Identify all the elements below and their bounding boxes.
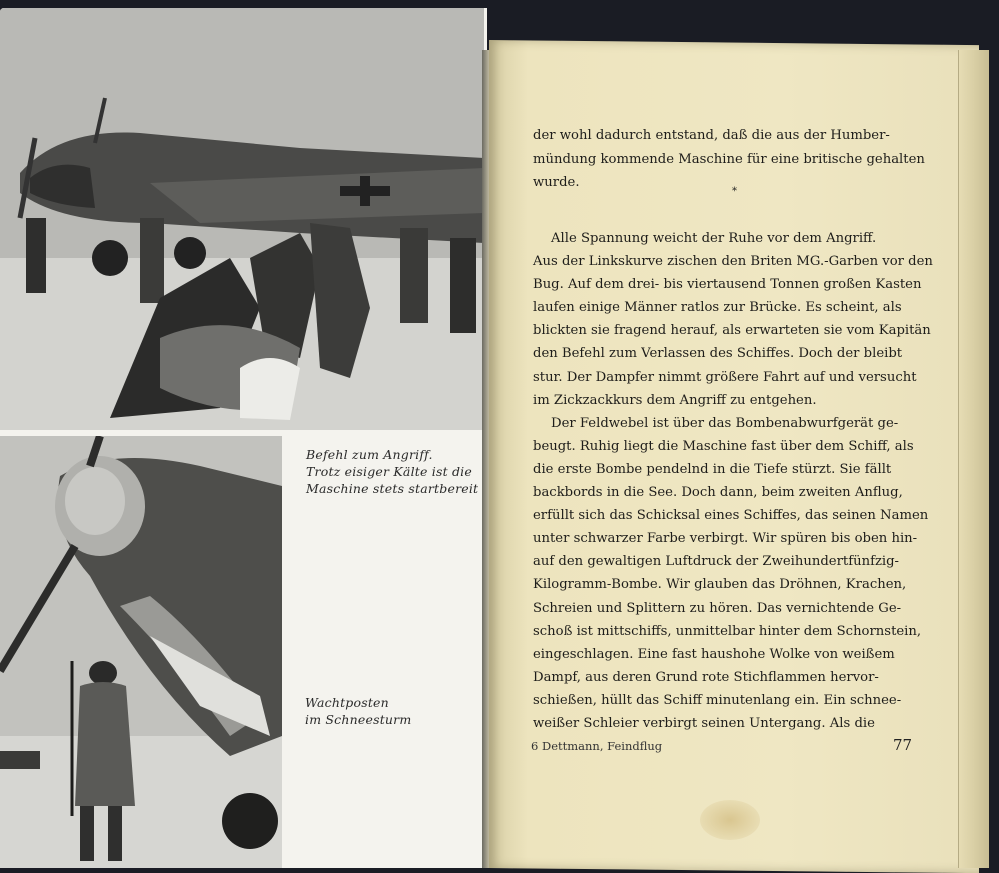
text-line: Der Feldwebel ist über das Bombenabwurfgerät ge- — [551, 415, 899, 431]
page-number: 77 — [893, 736, 913, 754]
page-edge — [958, 50, 989, 868]
text-paragraph-continued — [533, 124, 925, 195]
page-footer-title: 6 Dettmann, Feindflug — [531, 739, 663, 753]
text-line: den Befehl zum Verlassen des Schiffes. Doch der bleibt — [533, 346, 903, 362]
text-line: beugt. Ruhig liegt die Maschine fast über dem Schiff, als — [533, 438, 914, 454]
text-body — [533, 227, 933, 735]
left-page — [0, 8, 487, 868]
caption-line: im Schneesturm — [305, 712, 412, 727]
text-line: schießen, hüllt das Schiff minutenlang ein. Ein schnee- — [533, 692, 902, 708]
caption-line: Wachtposten — [305, 695, 389, 710]
text-line: mündung kommende Maschine für eine britische gehalten — [533, 151, 925, 167]
text-line: schoß ist mittschiffs, unmittelbar hinter dem Schornstein, — [533, 623, 922, 639]
paper-stain — [700, 800, 760, 840]
text-line: blickten sie fragend herauf, als erwarteten sie vom Kapitän — [533, 323, 931, 339]
text-line: unter schwarzer Farbe verbirgt. Wir spüren bis oben hin- — [533, 531, 918, 547]
section-divider: * — [732, 186, 737, 197]
text-line: erfüllt sich das Schicksal eines Schiffes, das seinen Namen — [533, 508, 929, 524]
caption-line: Befehl zum Angriff. — [306, 447, 433, 462]
text-line: Schreien und Splittern zu hören. Das vernichtende Ge- — [533, 600, 902, 616]
text-line: stur. Der Dampfer nimmt größere Fahrt auf und versucht — [533, 369, 917, 385]
text-line: Kilogramm-Bombe. Wir glauben das Dröhnen, Krachen, — [533, 577, 907, 593]
text-line: Alle Spannung weicht der Ruhe vor dem Angriff. — [551, 231, 877, 246]
text-line: der wohl dadurch entstand, daß die aus der Humber- — [533, 128, 890, 143]
photo-aircraft-ground-crew — [0, 8, 484, 430]
text-line: laufen einige Männer ratlos zur Brücke. Es scheint, als — [533, 300, 902, 316]
caption-attack-order — [306, 446, 481, 497]
text-line: Aus der Linkskurve zischen den Briten MG.-Garben vor den — [533, 254, 933, 270]
text-line: Dampf, aus deren Grund rote Stichflammen hervor- — [533, 669, 879, 685]
text-line: wurde. — [533, 175, 580, 190]
photo-sentry-snowstorm — [0, 436, 282, 868]
text-line: eingeschlagen. Eine fast haushohe Wolke von weißem — [533, 646, 895, 662]
text-line: weißer Schleier verbirgt seinen Untergang. Als die — [533, 715, 875, 731]
text-line: die erste Bombe pendelnd in die Tiefe stürzt. Sie fällt — [533, 461, 892, 477]
text-line: im Zickzackkurs dem Angriff zu entgehen. — [533, 392, 817, 408]
caption-sentry — [305, 694, 480, 728]
text-line: backbords in die See. Doch dann, beim zweiten Anflug, — [533, 485, 903, 501]
text-line: auf den gewaltigen Luftdruck der Zweihundertfünfzig- — [533, 554, 900, 570]
text-line: Bug. Auf dem drei- bis viertausend Tonnen großen Kasten — [533, 277, 922, 293]
caption-line: Maschine stets startbereit — [306, 481, 479, 496]
caption-line: Trotz eisiger Kälte ist die — [306, 464, 472, 479]
